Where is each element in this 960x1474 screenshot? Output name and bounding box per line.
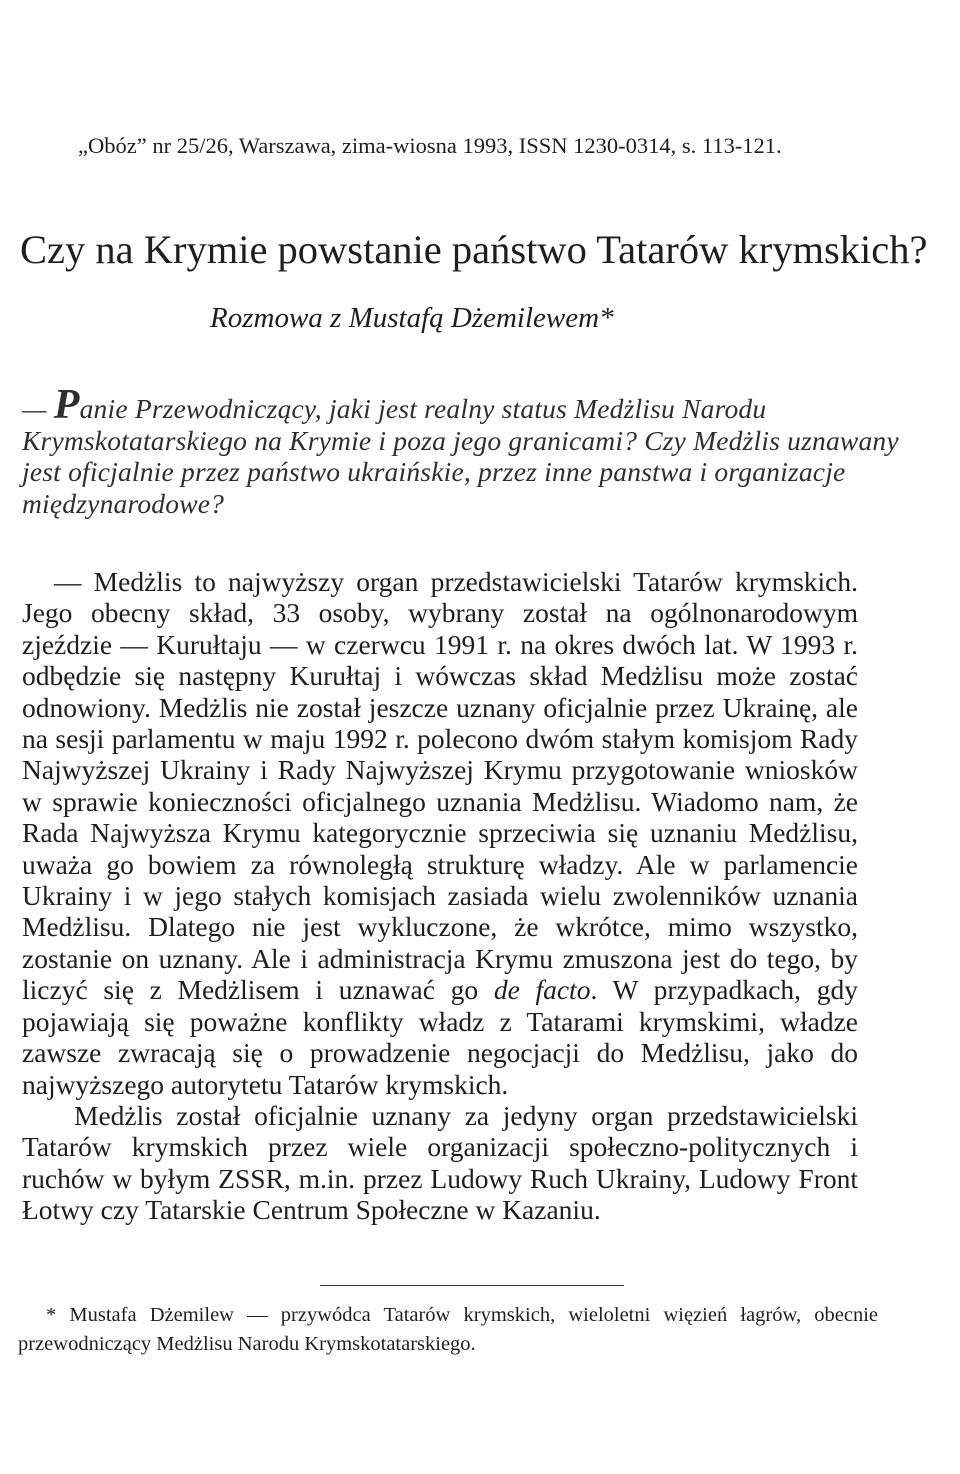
answer-text: — Medżlis to najwyższy organ przedstawicielski Tatarów krymskich. Jego obecny skład, 33 osoby, wybrany został na ogólnonarodowym zjeździe — Kurułtaju — w czerwcu 1991 r. na okres dwóch lat. W 1993 r. odbędzie się następny Kurułtaj i wówczas skład Medżlisu może zostać odnowiony. Medżlis nie został jeszcze uznany oficjalnie przez Ukrainę, ale na sesji parlamentu w maju 1992 r. polecono dwóm stałym komisjom Rady Najwyższej Ukrainy i Rady Najwyższej Krymu przygotowanie wniosków w sprawie konieczności oficjalnego uznania Medżlisu. Wiadomo nam, że Rada Najwyższa Krymu kategorycznie sprzeciwia się uznaniu Medżlisu, uważa go bowiem za równoległą strukturę władzy. Ale w parlamencie Ukrainy i w jego stałych komisjach zasiada wielu zwolenników uznania Medżlisu. Dlatego nie jest wykluczone, że wkrótce, mimo wszystko, zostanie on uznany. Ale i administracja Krymu zmuszona jest do tego, by liczyć się z Medżlisem i uznawać go xyxy=(22,566,858,1006)
answer-text: . W przypadkach, gdy pojawiają się poważne konflikty władz z Tatarami krymskimi, władze zawsze zwracają się o prowadzenie negocjacji do Medżlisu, jako do najwyższego autorytetu Tatarów krymskich. xyxy=(22,974,858,1100)
answer-paragraph: Medżlis został oficjalnie uznany za jedyny organ przedstawicielski Tatarów krymskich przez wiele organizacji społeczno-politycznych i ruchów w byłym ZSSR, m.in. przez Ludowy Ruch Ukrainy, Ludowy Front Łotwy czy Tatarskie Centrum Społeczne w Kazaniu. xyxy=(22,1099,858,1226)
answer-paragraph xyxy=(22,566,858,1100)
source-citation: „Obóz” nr 25/26, Warszawa, zima-wiosna 1993, ISSN 1230-0314, s. 113-121. xyxy=(78,133,782,158)
question-text: anie Przewodniczący, jaki jest realny status Medżlisu Narodu Krymskotatarskiego na Krymie i poza jego granicami? Czy Medżlis uznawany jest oficjalnie przez państwo ukraińskie, przez inne panstwa i organizacje międzynarodowe? xyxy=(22,393,899,519)
interview-question xyxy=(22,382,902,519)
question-initial-letter: P xyxy=(53,382,80,428)
article-title: Czy na Krymie powstanie państwo Tatarów krymskich? xyxy=(20,227,928,272)
footnote xyxy=(18,1301,878,1359)
answer-italic-phrase: de facto xyxy=(493,974,591,1006)
question-dash: — xyxy=(22,393,54,424)
interview-answer xyxy=(22,566,858,1226)
article-subtitle: Rozmowa z Mustafą Dżemilewem* xyxy=(210,302,614,334)
footnote-text: * Mustafa Dżemilew — przywódca Tatarów krymskich, wieloletni więzień łagrów, obecnie przewodniczący Medżlisu Narodu Krymskotatarskiego. xyxy=(18,1304,878,1355)
footnote-divider xyxy=(320,1285,624,1286)
